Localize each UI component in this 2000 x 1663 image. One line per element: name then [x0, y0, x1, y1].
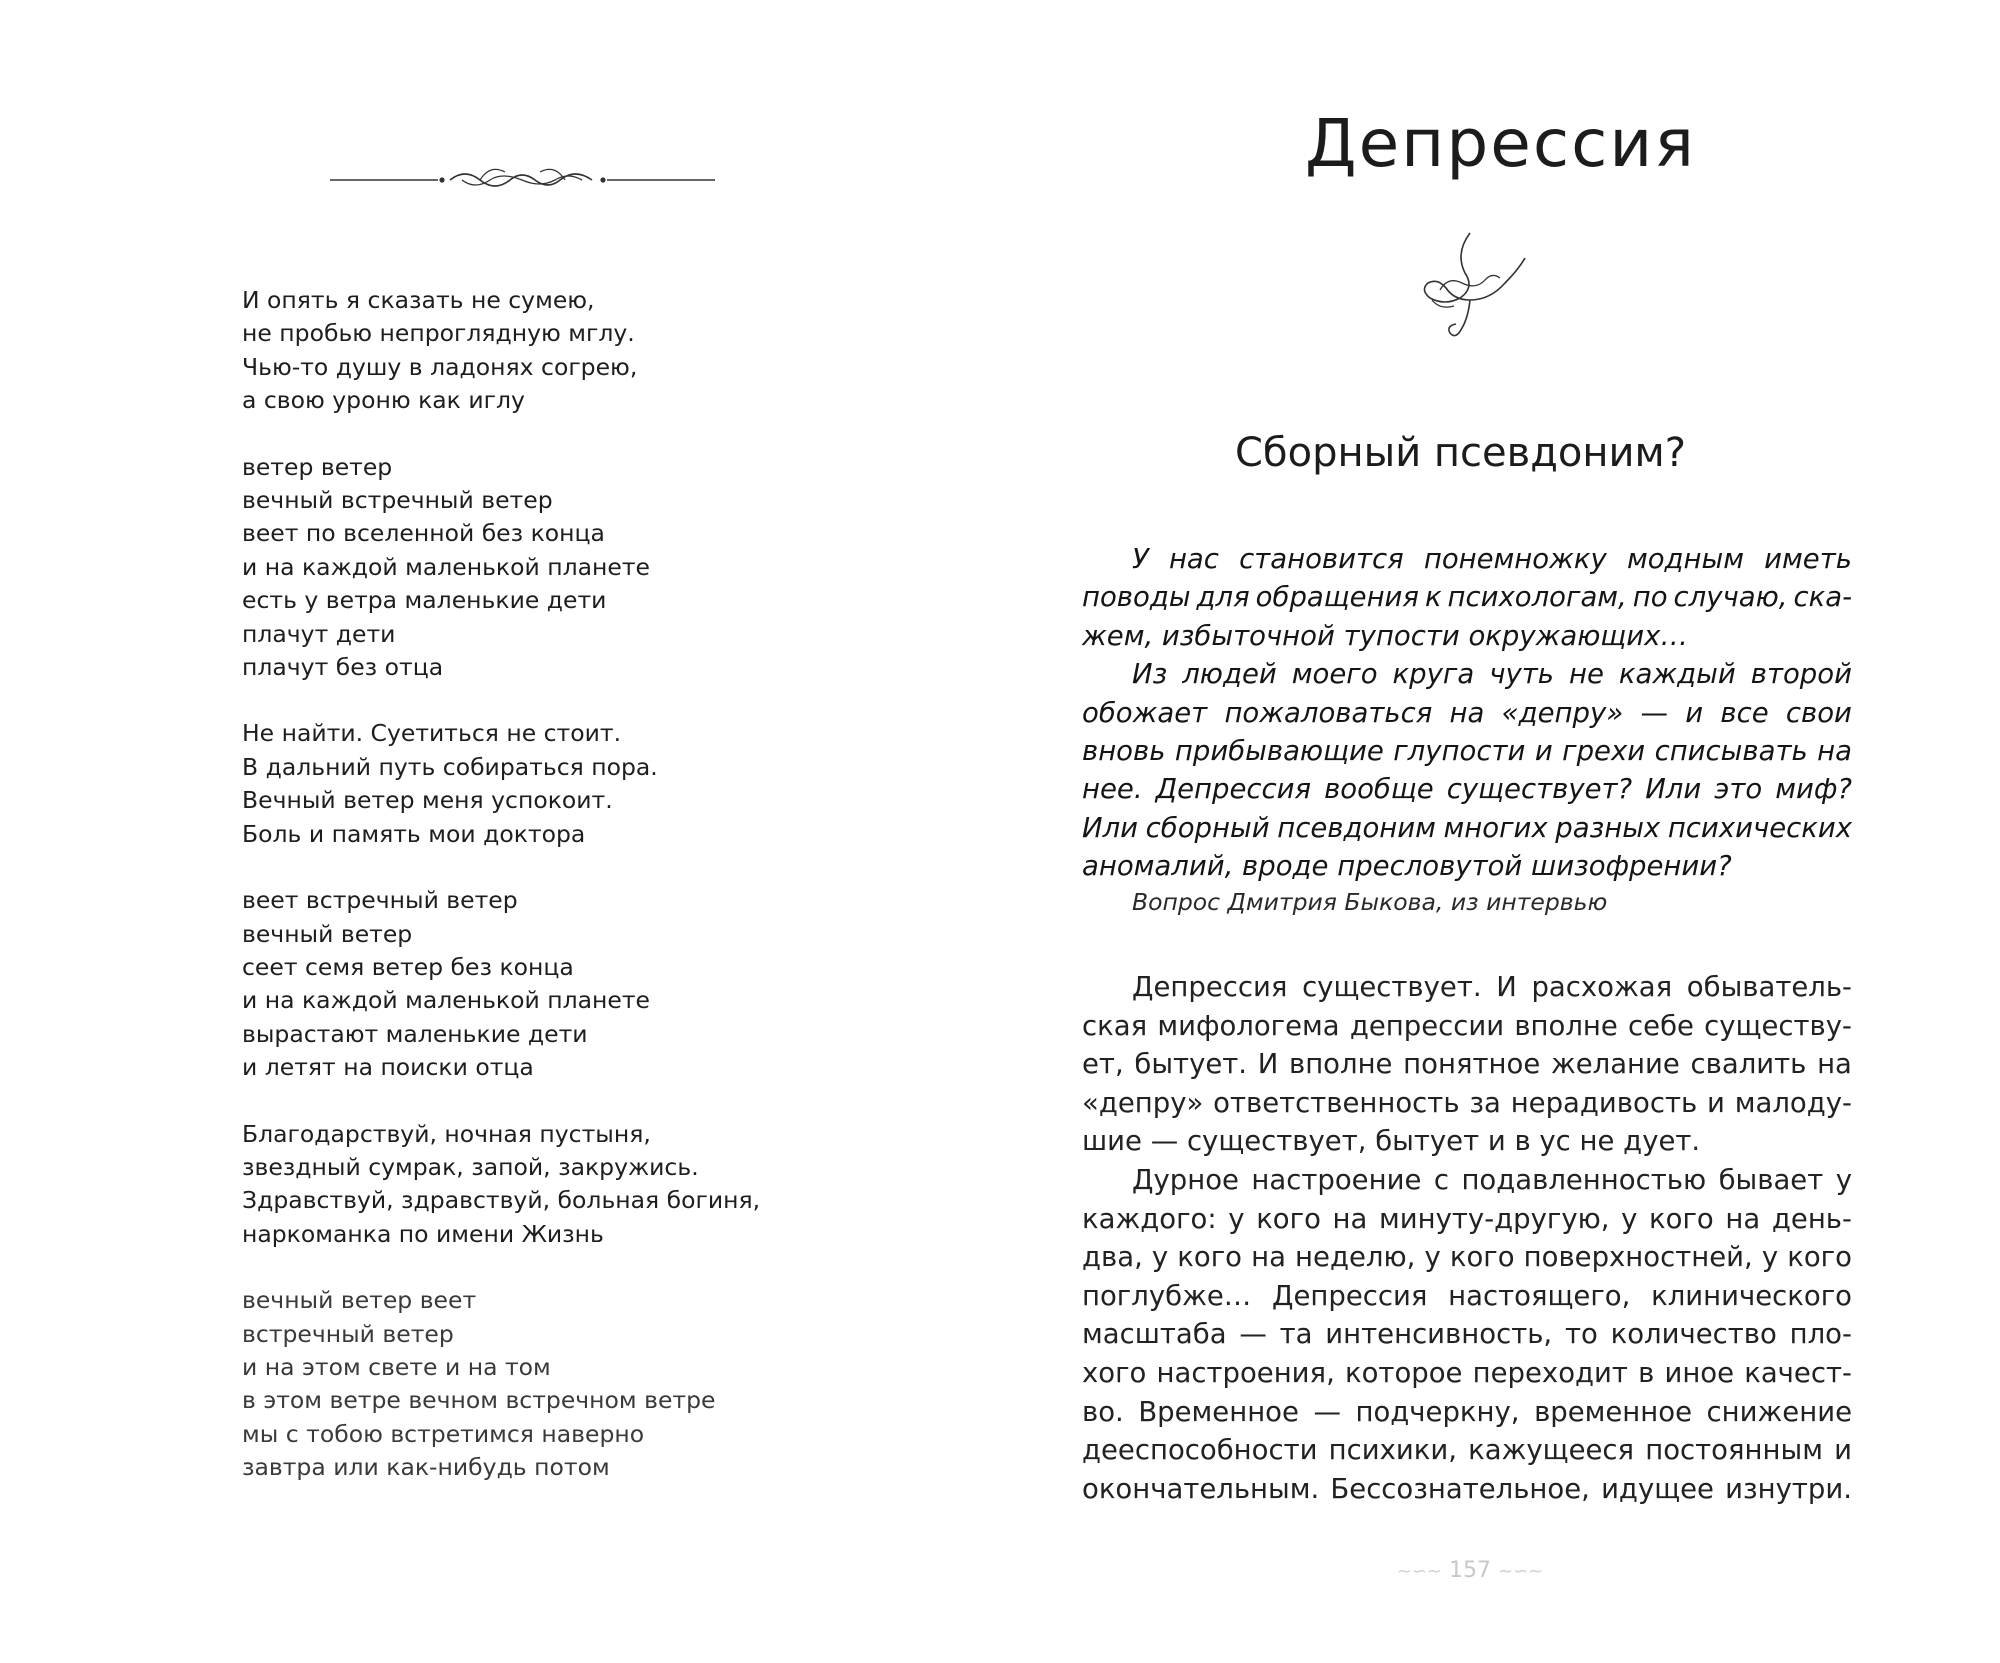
poem-line: веет встречный ветер — [242, 886, 518, 915]
poem-line: и на каждой маленькой планете — [242, 552, 651, 581]
poem-line: не пробью непроглядную мглу. — [242, 319, 635, 348]
body-line: Дурное настроение с подавленностью бывает у — [1132, 1163, 1852, 1196]
epigraph-line: обожает пожаловаться на «депру» — и все свои — [1082, 696, 1852, 729]
epigraph-attribution: Вопрос Дмитрия Быкова, из интервью — [1132, 888, 1608, 916]
poem-line: и на каждой маленькой планете — [242, 986, 651, 1015]
body-line: два, у кого на неделю, у кого поверхностней, у кого — [1082, 1241, 1852, 1274]
poem-line: Благодарствуй, ночная пустыня, — [242, 1119, 651, 1148]
poem — [242, 284, 862, 1518]
right-page — [1000, 0, 2000, 1663]
poem-stanza — [242, 1284, 862, 1484]
poem-line: завтра или как-нибудь потом — [242, 1453, 610, 1482]
poem-line: в этом ветре вечном встречном ветре — [242, 1386, 716, 1415]
epigraph-line: нее. Депрессия вообще существует? Или это миф? — [1082, 773, 1852, 806]
body-line: Депрессия существует. И расхожая обыватель- — [1132, 971, 1852, 1003]
poem-line: есть у ветра маленькие дети — [242, 586, 607, 615]
poem-stanza — [242, 284, 862, 418]
poem-line: и на этом свете и на том — [242, 1352, 551, 1381]
poem-line: сеет семя ветер без конца — [242, 952, 574, 981]
poem-line: плачут дети — [242, 619, 396, 648]
poem-line: В дальний путь собираться пора. — [242, 752, 658, 781]
page-number-ornament-right-icon: ~∽~ — [1498, 1561, 1544, 1582]
body-line: ет, бытует. И вполне понятное желание свалить на — [1082, 1048, 1852, 1081]
poem-line: Чью-то душу в ладонях согрею, — [242, 352, 638, 381]
divider-ornament-icon — [330, 160, 715, 200]
poem-stanza — [242, 451, 862, 685]
flourish-ornament-icon — [1410, 228, 1530, 346]
body-line: каждого: у кого на минуту-другую, у кого на день- — [1082, 1202, 1852, 1235]
poem-line: вечный встречный ветер — [242, 486, 553, 515]
epigraph-line: Из людей моего круга чуть не каждый второй — [1132, 658, 1852, 691]
poem-line: вечный ветер веет — [242, 1286, 477, 1315]
poem-line: а свою уроню как иглу — [242, 386, 525, 415]
body-line: хого настроения, которое переходит в иное качест- — [1082, 1356, 1852, 1389]
body-line: шие — существует, бытует и в ус не дует. — [1082, 1125, 1701, 1158]
epigraph-line: поводы для обращения к психологам, по случаю, ска- — [1082, 581, 1852, 614]
body-text — [1082, 968, 1852, 1508]
poem-line: вечный ветер — [242, 919, 413, 948]
poem-stanza — [242, 717, 862, 851]
poem-line: Вечный ветер меня успокоит. — [242, 786, 613, 815]
epigraph-line: жем, избыточной тупости окружающих… — [1082, 619, 1688, 652]
epigraph-line: вновь прибывающие глупости и грехи списывать на — [1082, 735, 1852, 768]
section-title: Сборный псевдоним? — [1235, 430, 1686, 476]
epigraph-line: аномалий, вроде пресловутой шизофрении? — [1082, 850, 1732, 883]
body-line: ская мифологема депрессии вполне себе существу- — [1082, 1009, 1852, 1042]
epigraph — [1082, 540, 1852, 886]
poem-line: Боль и память мои доктора — [242, 819, 586, 848]
body-line: во. Временное — подчеркну, временное снижение — [1082, 1395, 1852, 1428]
poem-line: наркоманка по имени Жизнь — [242, 1219, 604, 1248]
poem-line: встречный ветер — [242, 1319, 454, 1348]
poem-stanza — [242, 1118, 862, 1252]
body-line: поглубже… Депрессия настоящего, клинического — [1082, 1279, 1852, 1312]
poem-stanza — [242, 884, 862, 1084]
poem-line: Здравствуй, здравствуй, больная богиня, — [242, 1186, 761, 1215]
poem-line: звездный сумрак, запой, закружись. — [242, 1152, 699, 1181]
body-line: окончательным. Бессознательное, идущее изнутри. — [1082, 1472, 1852, 1505]
epigraph-line: Или сборный псевдоним многих разных психических — [1082, 811, 1852, 844]
poem-line: мы с тобою встретимся наверно — [242, 1419, 645, 1448]
chapter-title: Депрессия — [1305, 105, 1696, 182]
poem-line: И опять я сказать не сумею, — [242, 286, 595, 314]
poem-line: вырастают маленькие дети — [242, 1019, 588, 1048]
poem-line: и летят на поиски отца — [242, 1053, 534, 1082]
body-line: масштаба — та интенсивность, то количество пло- — [1082, 1318, 1852, 1351]
poem-line: ветер ветер — [242, 452, 393, 481]
poem-line: плачут без отца — [242, 653, 444, 682]
body-line: «депру» ответственность за нерадивость и малоду- — [1082, 1086, 1852, 1119]
body-line: дееспособности психики, кажущееся постоянным и — [1082, 1434, 1852, 1467]
page-number — [1360, 1558, 1580, 1583]
page-number-ornament-left-icon: ~∽~ — [1396, 1561, 1442, 1582]
page-number-value: 157 — [1449, 1558, 1491, 1583]
poem-line: Не найти. Суетиться не стоит. — [242, 719, 622, 748]
epigraph-line: У нас становится понемножку модным иметь — [1132, 543, 1852, 575]
poem-line: веет по вселенной без конца — [242, 519, 605, 548]
